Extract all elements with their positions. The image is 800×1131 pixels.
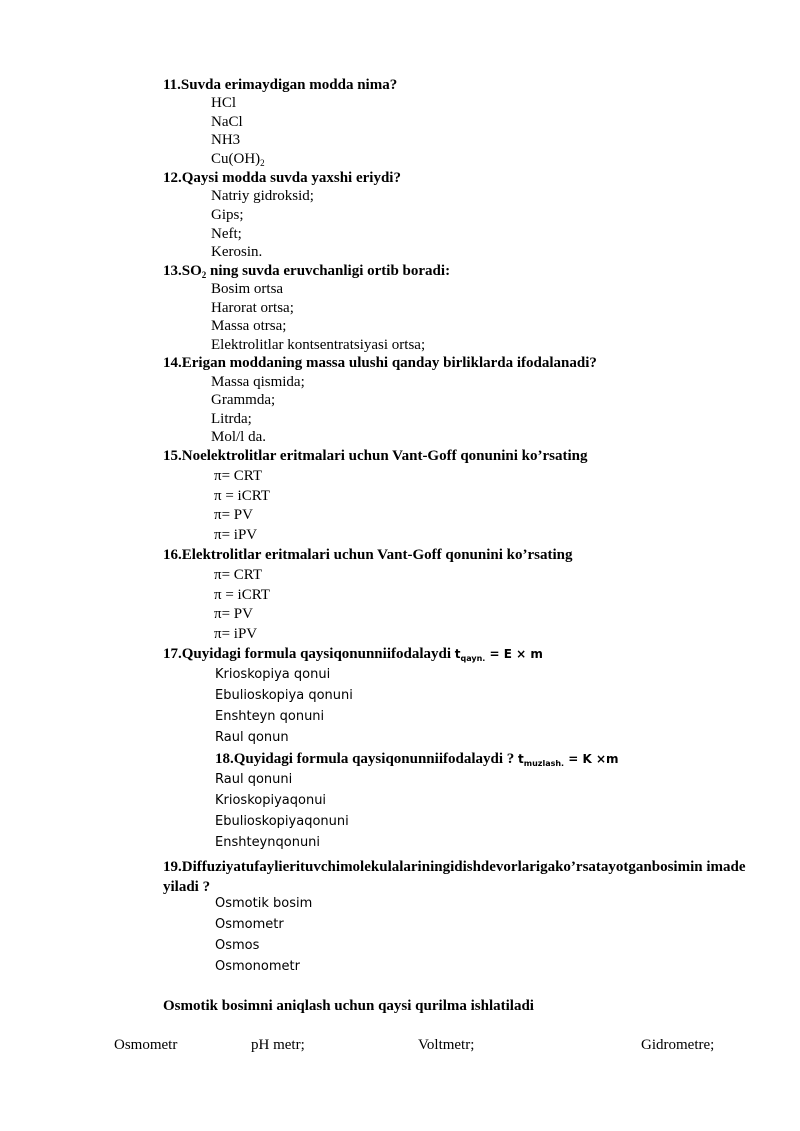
option-16-d: π= iPV bbox=[214, 626, 258, 642]
option-13-a: Bosim ortsa bbox=[211, 281, 284, 297]
option-12-c: Neft; bbox=[211, 226, 242, 242]
option-13-c: Massa otrsa; bbox=[211, 318, 287, 334]
question-13: $13.SO_2$ ning suvda eruvchanligi ortib boradi: bbox=[163, 263, 451, 280]
question-16: 16.Elektrolitlar eritmalari uchun Vant-Goff qonunini ko’rsating bbox=[163, 547, 573, 563]
option-18-c: Ebulioskopiyaqonuni bbox=[215, 814, 349, 829]
option-19-a: Osmotik bosim bbox=[215, 896, 313, 911]
option-11-a: HCl bbox=[211, 95, 237, 111]
question-19: 19.Diffuziyatufaylierituvchimolekulalariningidishdevorlarigako’rsatayotganbosimin imadeyiladi ? bbox=[163, 859, 746, 895]
option-15-c: π= PV bbox=[214, 507, 253, 523]
option-15-a: π= CRT bbox=[214, 468, 263, 484]
option-13-b: Harorat ortsa; bbox=[211, 300, 294, 316]
formula-17: $t_{qayn.} = E \times m$ bbox=[454, 647, 543, 663]
option-20-d: Gidrometre; bbox=[641, 1037, 715, 1053]
question-20: Osmotik bosimni aniqlash uchun qaysi qurilma ishlatiladi bbox=[163, 998, 534, 1014]
option-11-d: $Cu(OH)_2$ bbox=[211, 151, 265, 168]
question-17: 17.Quyidagi formula qaysiqonunniifodalaydi $t_{qayn.} = E \times m$ bbox=[163, 646, 543, 663]
option-13-d: Elektrolitlar kontsentratsiyasi ortsa; bbox=[211, 337, 426, 353]
option-19-b: Osmometr bbox=[215, 917, 284, 932]
option-12-a: Natriy gidroksid; bbox=[211, 188, 314, 204]
question-14: 14.Erigan moddaning massa ulushi qanday birliklarda ifodalanadi? bbox=[163, 355, 597, 371]
question-11: 11.Suvda erimaydigan modda nima? bbox=[163, 77, 398, 93]
option-19-c: Osmos bbox=[215, 938, 260, 953]
option-11-b: NaCl bbox=[211, 114, 243, 130]
question-15: 15.Noelektrolitlar eritmalari uchun Vant-Goff qonunini ko’rsating bbox=[163, 448, 588, 464]
option-17-c: Enshteyn qonuni bbox=[215, 709, 325, 724]
option-20-c: Voltmetr; bbox=[418, 1037, 475, 1053]
option-18-b: Krioskopiyaqonui bbox=[215, 793, 327, 808]
option-18-d: Enshteynqonuni bbox=[215, 835, 321, 850]
option-14-a: Massa qismida; bbox=[211, 374, 305, 390]
formula-18: $t_{muzlash.} = K \times m$ bbox=[518, 752, 619, 768]
option-16-c: π= PV bbox=[214, 606, 253, 622]
option-14-c: Litrda; bbox=[211, 411, 252, 427]
option-16-a: π= CRT bbox=[214, 567, 263, 583]
option-19-d: Osmonometr bbox=[215, 959, 300, 974]
option-14-b: Grammda; bbox=[211, 392, 276, 408]
option-20-b: pH metr; bbox=[251, 1037, 305, 1053]
option-12-b: Gips; bbox=[211, 207, 244, 223]
option-11-c: NH3 bbox=[211, 132, 241, 148]
question-18: 18.Quyidagi formula qaysiqonunniifodalaydi ? $t_{muzlash.} = K \times m$ bbox=[215, 751, 619, 768]
option-14-d: Mol/l da. bbox=[211, 429, 266, 445]
option-17-d: Raul qonun bbox=[215, 730, 289, 745]
option-15-d: π= iPV bbox=[214, 527, 258, 543]
option-20-a: Osmometr bbox=[114, 1037, 178, 1053]
question-12: 12.Qaysi modda suvda yaxshi eriydi? bbox=[163, 170, 401, 186]
option-17-a: Krioskopiya qonui bbox=[215, 667, 331, 682]
option-12-d: Kerosin. bbox=[211, 244, 263, 260]
option-16-b: π = iCRT bbox=[214, 587, 270, 603]
option-17-b: Ebulioskopiya qonuni bbox=[215, 688, 353, 703]
option-18-a: Raul qonuni bbox=[215, 772, 293, 787]
option-15-b: π = iCRT bbox=[214, 488, 270, 504]
